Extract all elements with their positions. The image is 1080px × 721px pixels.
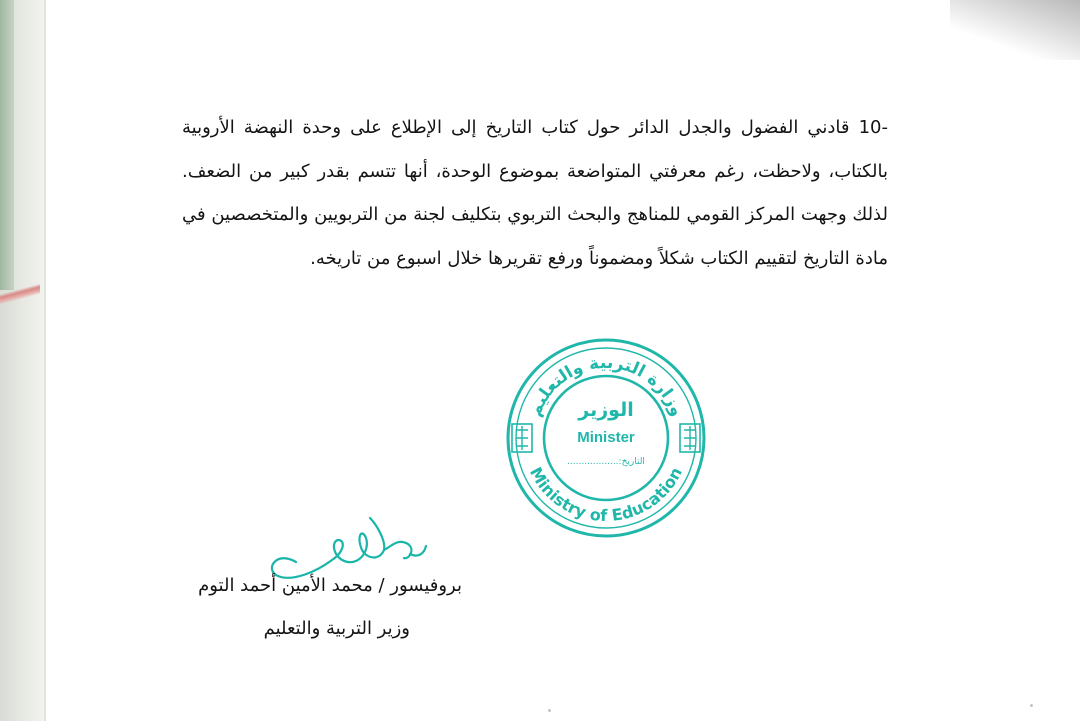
scan-speck (1030, 704, 1033, 707)
scan-speck (548, 709, 551, 712)
green-cover-strip (0, 0, 14, 290)
ministry-stamp (504, 336, 708, 540)
stamp-title-english: Minister (577, 429, 635, 446)
scan-corner-shadow (950, 0, 1080, 60)
red-cover-mark (0, 282, 40, 306)
signatory-name: بروفيسور / محمد الأمين أحمد التوم (198, 575, 462, 596)
signature-stroke (272, 518, 426, 578)
stamp-title-arabic: الوزير (578, 399, 634, 421)
signatory-title: وزير التربية والتعليم (263, 618, 410, 639)
stamp-date-label: التاريخ:.................. (567, 457, 645, 467)
stamp-ring-arabic-text: وزارة التربية والتعليم (524, 352, 688, 420)
letter-paragraph (182, 106, 888, 280)
stamp-ornament-right (680, 424, 700, 452)
page-edge-line (44, 0, 46, 721)
stamp-ornament-left (512, 424, 532, 452)
paragraph-text: قادني الفضول والجدل الدائر حول كتاب التاريخ إلى الإطلاع على وحدة النهضة الأروبية بالكتاب، ولاحظت، رغم معرفتي المتواضعة بموضوع الوحدة، أنها تتسم بقدر كبير من الضعف. لذلك وجهت المركز القومي للمناهج والبحث التربوي بتكليف لجنة من التربويين والمتخصصين في مادة التاريخ لتقييم الكتاب شكلاً ومضموناً ورفع تقريرها خلال اسبوع من تاريخه. (182, 117, 888, 269)
stamp-ring-english-text: Ministry of Education (525, 463, 686, 526)
item-number: -10 (858, 117, 888, 138)
